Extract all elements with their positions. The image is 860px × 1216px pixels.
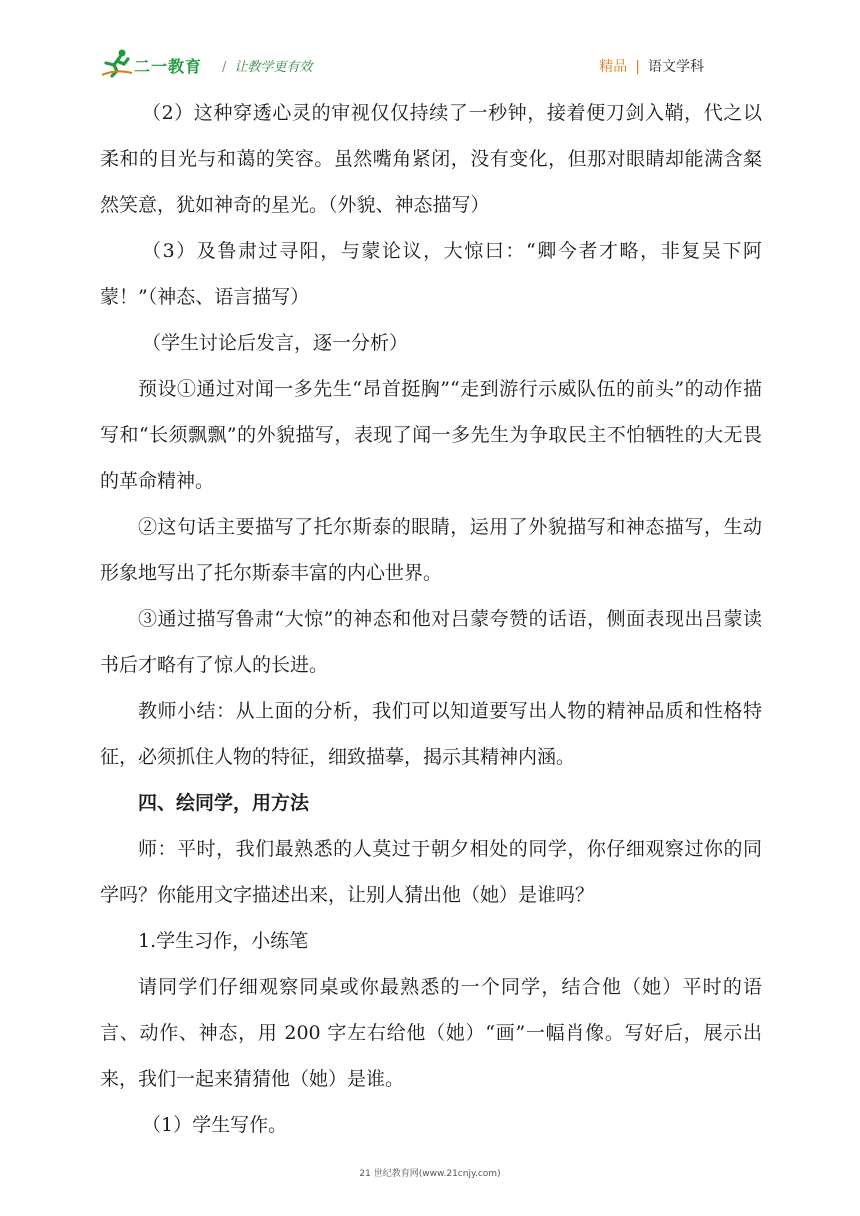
brand-logo xyxy=(100,48,220,80)
paragraph-assignment: 请同学们仔细观察同桌或你最熟悉的一个同学，结合他（她）平时的语言、动作、神态，用 200 字左右给他（她）“画”一幅肖像。写好后，展示出来，我们一起来猜猜他（她）是谁。 xyxy=(100,976,762,1090)
paragraph-preset-2: ②这句话主要描写了托尔斯泰的眼睛，运用了外貌描写和神态描写，生动形象地写出了托尔斯泰丰富的内心世界。 xyxy=(100,516,762,584)
paragraph-step-1: （1）学生写作。 xyxy=(142,1114,288,1136)
document-body xyxy=(100,90,762,1148)
subject-label: 语文学科 xyxy=(648,59,704,75)
quality-badge: 精品 xyxy=(599,59,628,75)
paragraph-preset-1: 预设①通过对闻一多先生“昂首挺胸”“走到游行示威队伍的前头”的动作描写和“长须飘飘”的外貌描写，表现了闻一多先生为争取民主不怕牺牲的大无畏的革命精神。 xyxy=(100,378,762,492)
page-header xyxy=(100,44,760,84)
runner-logo-icon xyxy=(100,48,134,78)
section-heading: 四、绘同学，用方法 xyxy=(138,792,310,814)
header-divider: | xyxy=(635,59,640,75)
slogan xyxy=(222,56,312,75)
page-footer: 21 世纪教育网(www.21cnjy.com) xyxy=(359,1169,501,1179)
logo-text: 二一教育 xyxy=(134,57,203,76)
paragraph-teacher-prompt: 师：平时，我们最熟悉的人莫过于朝夕相处的同学，你仔细观察过你的同学吗？你能用文字描述出来，让别人猜出他（她）是谁吗？ xyxy=(100,838,762,906)
header-subject xyxy=(599,56,704,76)
slogan-separator: / xyxy=(222,60,227,75)
paragraph-teacher-summary: 教师小结：从上面的分析，我们可以知道要写出人物的精神品质和性格特征，必须抓住人物的特征，细致描摹，揭示其精神内涵。 xyxy=(100,700,762,768)
slogan-text: 让教学更有效 xyxy=(234,60,313,75)
paragraph-discussion-note: （学生讨论后发言，逐一分析） xyxy=(142,332,409,354)
paragraph-step-heading: 1.学生习作，小练笔 xyxy=(138,930,309,952)
paragraph-preset-3: ③通过描写鲁肃“大惊”的神态和他对吕蒙夸赞的话语，侧面表现出吕蒙读书后才略有了惊人的长进。 xyxy=(100,608,762,676)
paragraph-example-3: （3）及鲁肃过寻阳，与蒙论议，大惊曰：“卿今者才略，非复吴下阿蒙！”（神态、语言描写） xyxy=(100,240,762,308)
paragraph-example-2: （2）这种穿透心灵的审视仅仅持续了一秒钟，接着便刀剑入鞘，代之以柔和的目光与和蔼的笑容。虽然嘴角紧闭，没有变化，但那对眼睛却能满含粲然笑意，犹如神奇的星光。（外貌、神态描写） xyxy=(100,102,762,216)
